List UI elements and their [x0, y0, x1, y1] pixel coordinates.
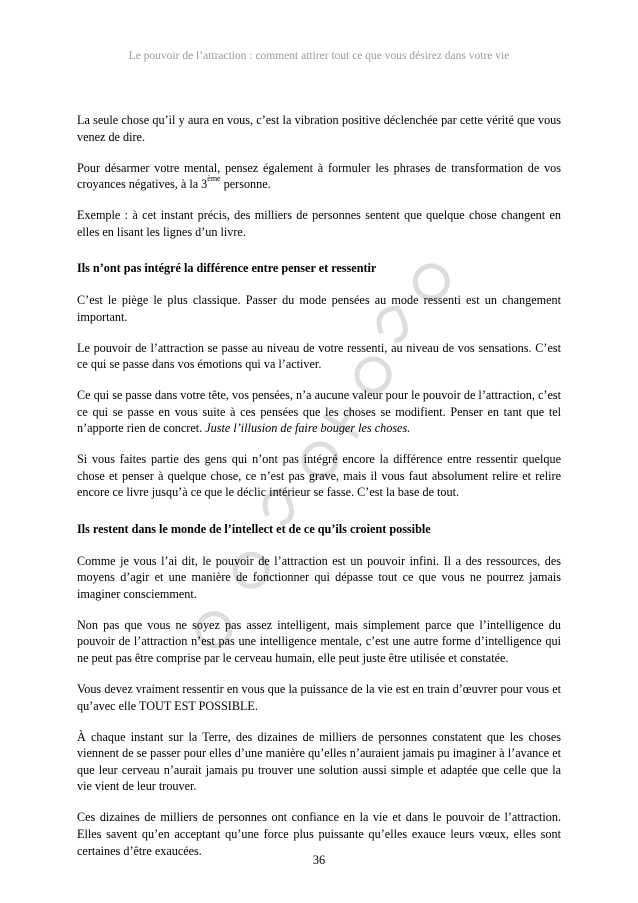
section-heading: Ils n’ont pas intégré la différence entre penser et ressentir	[77, 261, 377, 276]
paragraph: C’est le piège le plus classique. Passer du mode pensées au mode ressenti est un changement important.	[77, 292, 561, 324]
paragraph: Comme je vous l’ai dit, le pouvoir de l’attraction est un pouvoir infini. Il a des ressources, des moyens d’agir et une manière de fonctionner qui dépasse tout ce que vous ne pourrez jamais imaginer consciemment.	[77, 553, 561, 601]
paragraph: Si vous faites partie des gens qui n’ont pas intégré encore la différence entre ressentir quelque chose et penser à quelque chose, ce n’est pas grave, mais il vous faut absolument relire et relire encore ce livre jusqu’à ce que le déclic intérieur se fasse. C’est la base de tout.	[77, 452, 561, 500]
page-body	[77, 112, 561, 874]
paragraph-text: Ce qui se passe dans votre tête, vos pensées, n’a aucune valeur pour le pouvoir de l’attraction, c’est ce qui se passe en vous suite à ces pensées que les choses se modifient. Penser en tant que tel n’apporte rien de concret.	[77, 388, 561, 436]
paragraph	[77, 387, 561, 437]
paragraph-text: personne.	[220, 177, 271, 192]
paragraph: Exemple : à cet instant précis, des milliers de personnes sentent que quelque chose changent en elles en lisant les lignes d’un livre.	[77, 208, 561, 239]
superscript: ème	[207, 174, 221, 184]
paragraph: La seule chose qu’il y aura en vous, c’est la vibration positive déclenchée par cette vérité que vous venez de dire.	[77, 113, 561, 144]
page-number: 36	[312, 853, 326, 867]
running-header: Le pouvoir de l’attraction : comment attirer tout ce que vous désirez dans votre vie	[128, 50, 510, 62]
paragraph: Ces dizaines de milliers de personnes ont confiance en la vie et dans le pouvoir de l’attraction. Elles savent qu’en acceptant qu’une force plus puissante qu’elles exauce leurs vœux, elles sont certaines d’être exaucées.	[77, 810, 561, 858]
paragraph-text: Pour désarmer votre mental, pensez également à formuler les phrases de transformation de vos croyances négatives, à la 3	[77, 160, 561, 192]
paragraph	[77, 160, 561, 193]
paragraph: Le pouvoir de l’attraction se passe au niveau de votre ressenti, au niveau de vos sensations. C’est ce qui se passe dans vos émotions qui va l’activer.	[77, 340, 561, 372]
italic-text: Juste l’illusion de faire bouger les choses.	[205, 421, 411, 436]
paragraph: Vous devez vraiment ressentir en vous que la puissance de la vie est en train d’œuvrer pour vous et qu’avec elle TOUT EST POSSIBLE.	[77, 681, 561, 713]
paragraph: À chaque instant sur la Terre, des dizaines de milliers de personnes constatent que les choses viennent de se passer pour elles d’une manière qu’elles n’auraient jamais pu imaginer à l’avance et que leur cerveau n’aurait jamais pu trouver une solution aussi simple et adaptée que celle que la vie vient de leur trouver.	[77, 729, 561, 794]
section-heading: Ils restent dans le monde de l’intellect et de ce qu’ils croient possible	[77, 522, 431, 537]
paragraph: Non pas que vous ne soyez pas assez intelligent, mais simplement parce que l’intelligence du pouvoir de l’attraction n’est pas une intelligence mentale, c’est une autre forme d’intelligence qui ne peut pas être comprise par le cerveau humain, elle peut juste être utilisée et constatée.	[77, 617, 561, 665]
